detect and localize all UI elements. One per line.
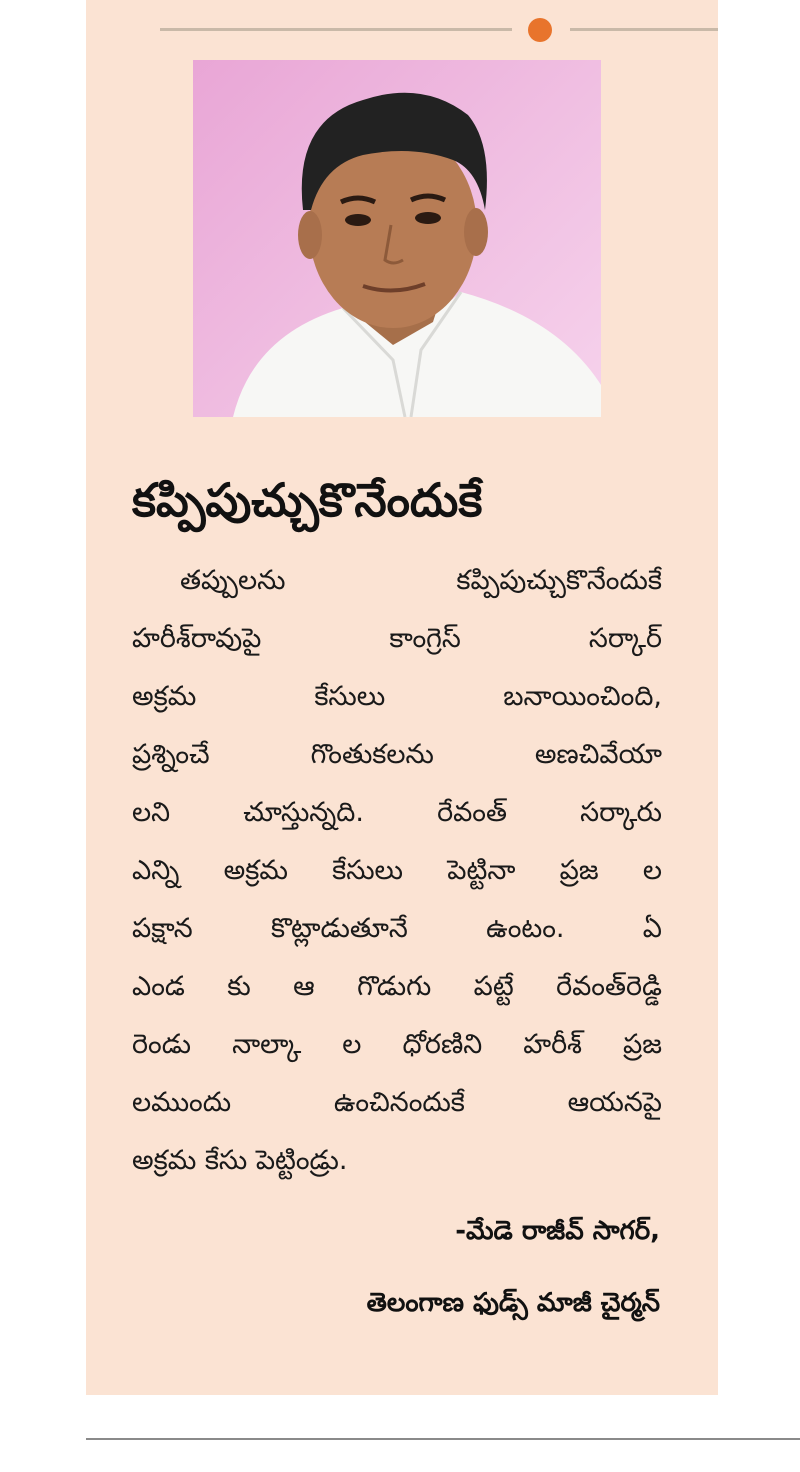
section-divider-right — [570, 28, 718, 31]
body-line: అక్రమ కేసులు బనాయించింది, — [132, 681, 662, 712]
body-line: హరీశ్‌రావుపై కాంగ్రెస్ సర్కార్ — [132, 623, 662, 654]
body-line: అక్రమ కేసు పెట్టిండ్రు. — [132, 1145, 348, 1176]
body-line: ప్రశ్నించే గొంతుకలను అణచివేయా — [132, 739, 662, 770]
body-line: ఎండ కు ఆ గొడుగు పట్టే రేవంత్‌రెడ్డి — [132, 971, 662, 1002]
body-line: లని చూస్తున్నది. రేవంత్ సర్కారు — [132, 797, 662, 828]
body-line: రెండు నాల్కా ల ధోరణిని హరీశ్ ప్రజ — [132, 1029, 662, 1060]
signature-name: -మేడె రాజీవ్ సాగర్, — [455, 1216, 660, 1246]
signature-title: తెలంగాణ ఫుడ్స్ మాజీ చైర్మన్ — [366, 1288, 660, 1318]
body-line: ఎన్ని అక్రమ కేసులు పెట్టినా ప్రజ ల — [132, 855, 662, 886]
section-divider-left — [160, 28, 512, 31]
article-headline: కప్పిపుచ్చుకొనేందుకే — [132, 473, 483, 527]
bottom-rule — [86, 1438, 800, 1440]
section-divider-dot-icon — [528, 18, 552, 42]
body-line: లముందు ఉంచినందుకే ఆయనపై — [132, 1087, 662, 1118]
body-line: తప్పులను కప్పిపుచ్చుకొనేందుకే — [180, 565, 662, 596]
portrait-photo — [193, 60, 601, 417]
person-portrait-icon — [193, 60, 601, 417]
article-body — [132, 552, 662, 1190]
body-line: పక్షాన కొట్లాడుతూనే ఉంటం. ఏ — [132, 913, 662, 944]
